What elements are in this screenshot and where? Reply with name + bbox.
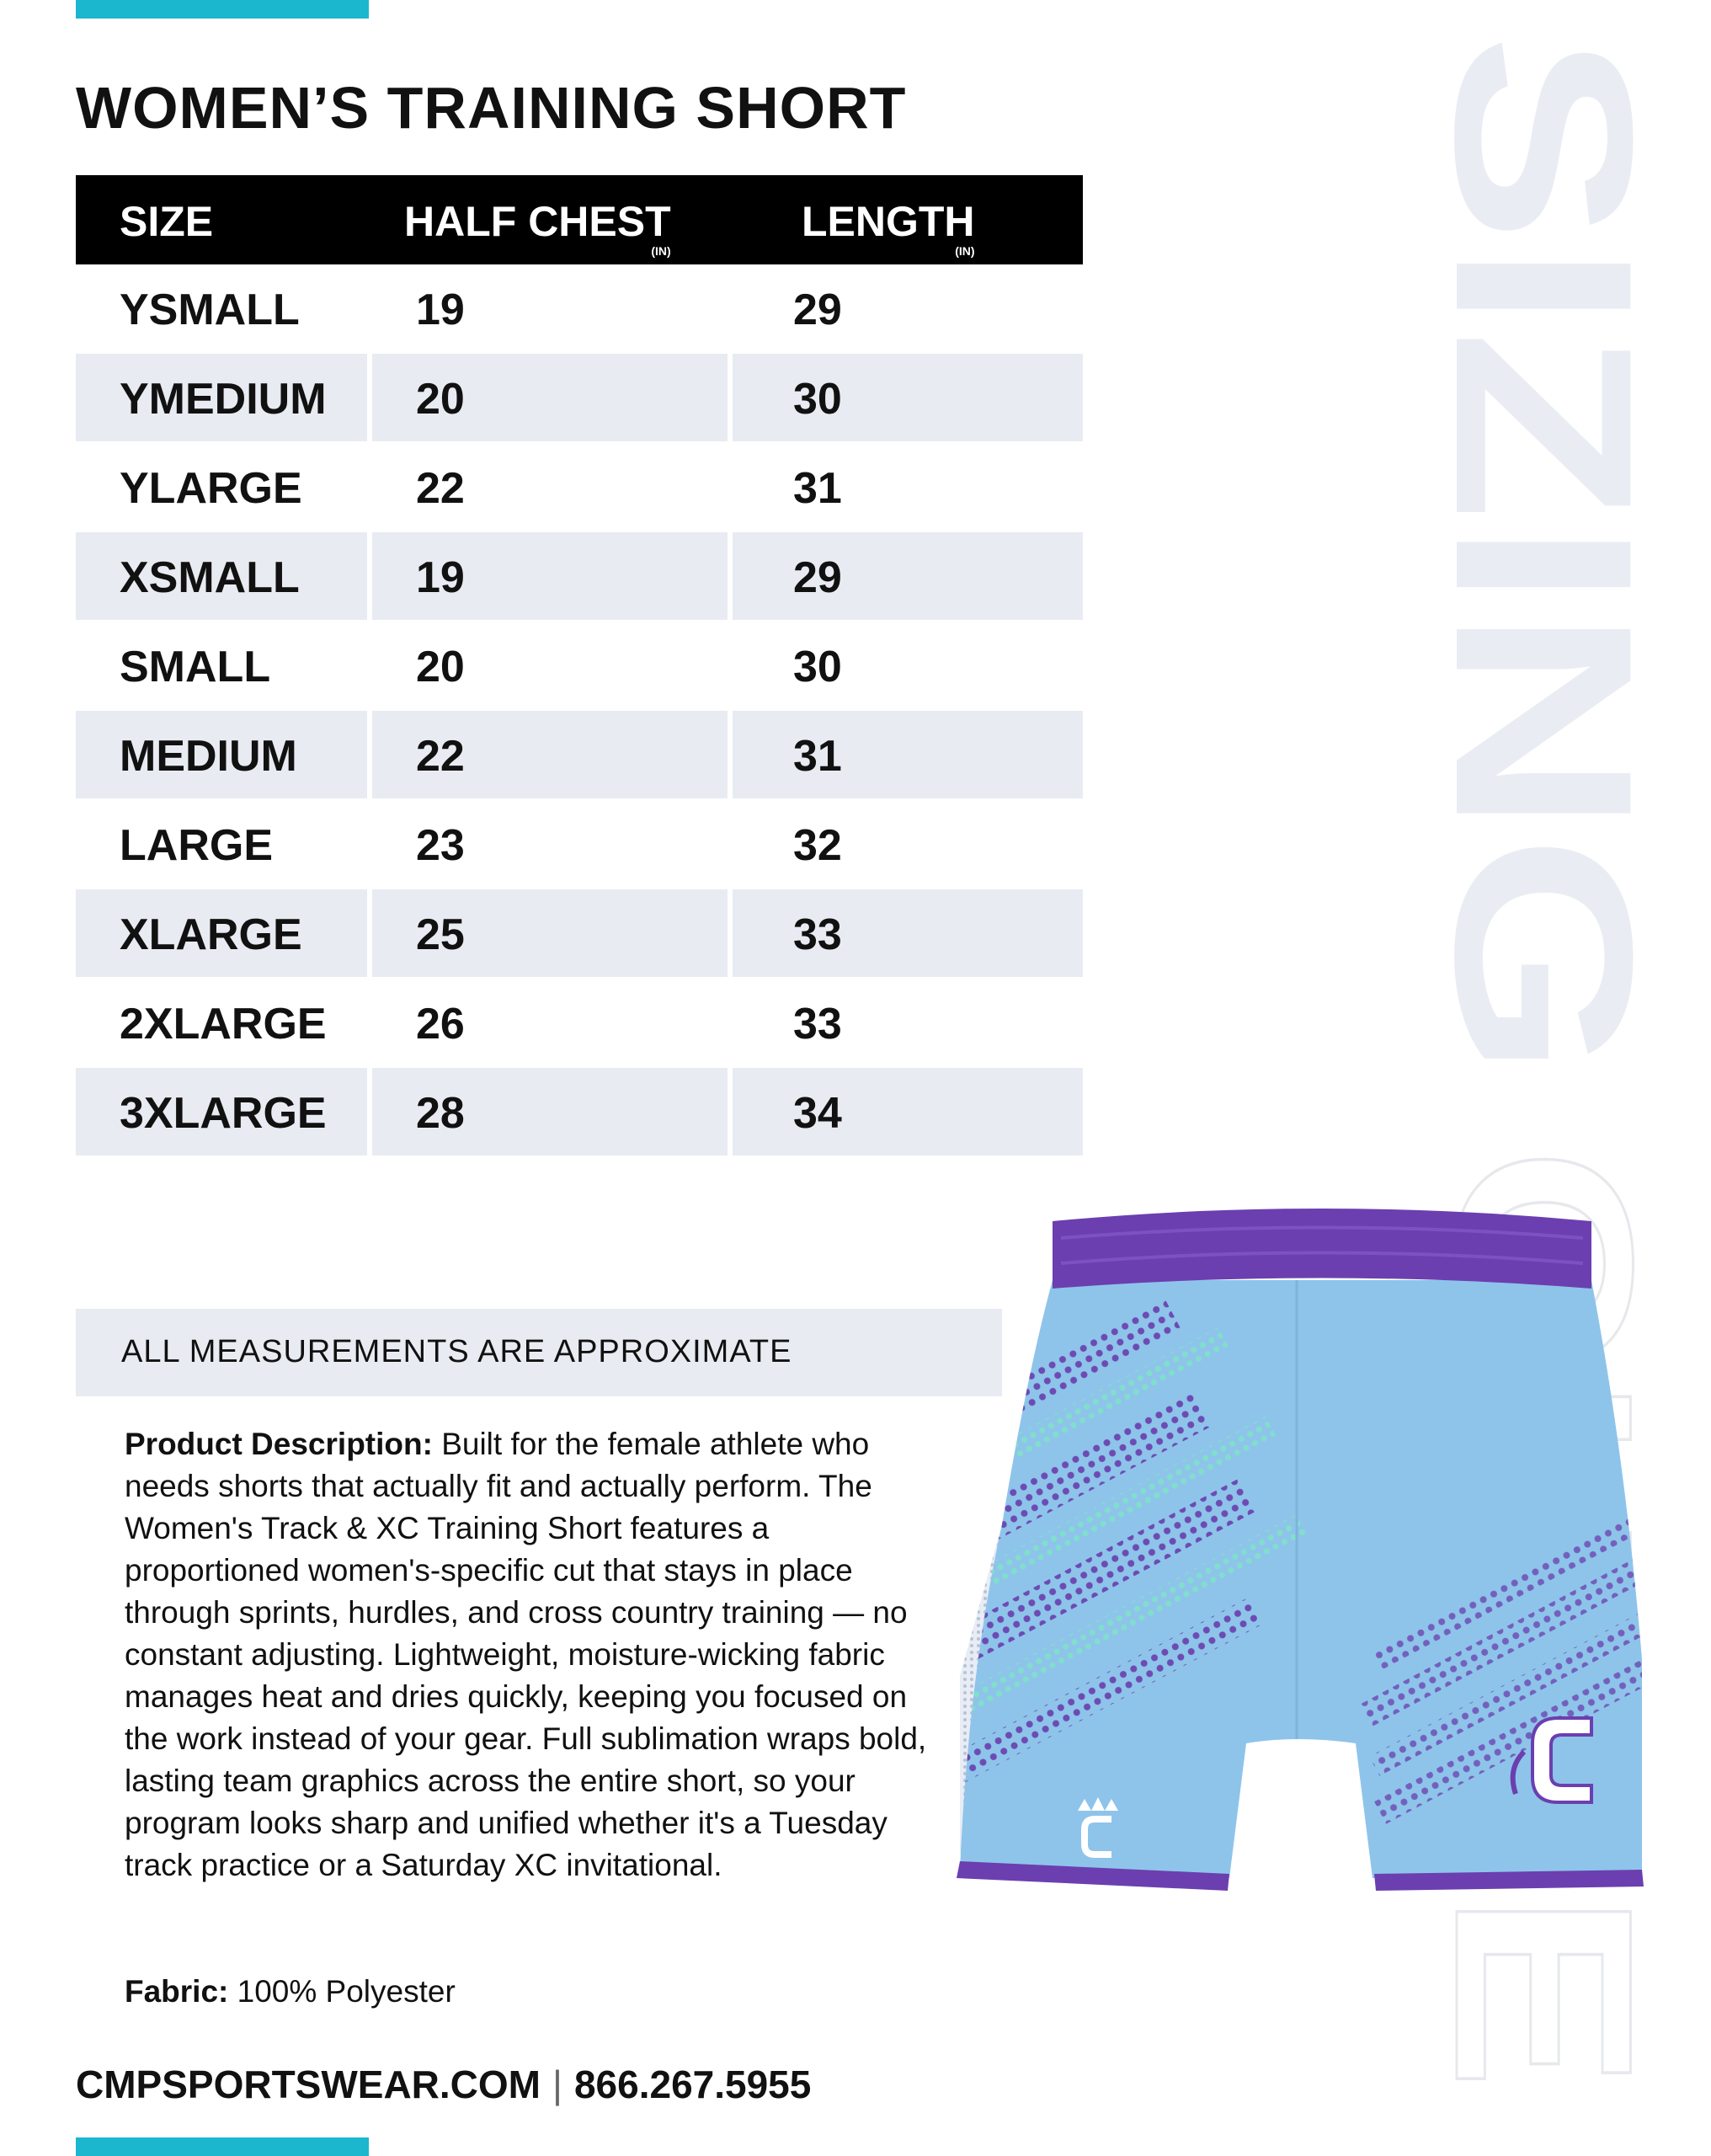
- cell-size: [76, 622, 367, 709]
- cell-half-chest: [372, 622, 728, 709]
- product-description: [125, 1423, 933, 1886]
- fabric-label: Fabric:: [125, 1974, 229, 2009]
- cell-size: [76, 800, 367, 888]
- cell-half-chest: [372, 979, 728, 1066]
- cell-half-chest-text: 19: [416, 286, 465, 334]
- cell-length: [733, 622, 1083, 709]
- description-label: Product Description:: [125, 1427, 433, 1461]
- header-half-chest: HALF CHEST (IN): [404, 198, 671, 258]
- cell-half-chest-text: 22: [416, 464, 465, 513]
- cell-length-text: 31: [793, 732, 842, 781]
- table-row: [76, 1068, 1083, 1157]
- sizing-vertical-text: [1403, 34, 1686, 1129]
- table-row: [76, 979, 1083, 1068]
- cell-size: [76, 532, 367, 620]
- cell-half-chest-text: 25: [416, 910, 465, 959]
- cell-size-text: 2XLARGE: [120, 1000, 327, 1049]
- cell-length: [733, 532, 1083, 620]
- table-row: [76, 889, 1083, 979]
- cell-half-chest: [372, 354, 728, 441]
- cell-length-text: 31: [793, 464, 842, 513]
- website-link[interactable]: CMPSPORTSWEAR.COM: [76, 2063, 541, 2106]
- cell-size: [76, 979, 367, 1066]
- cell-half-chest: [372, 800, 728, 888]
- cell-size: [76, 711, 367, 798]
- cell-half-chest-text: 20: [416, 643, 465, 691]
- page-title: WOMEN’S TRAINING SHORT: [76, 75, 907, 141]
- header-length: LENGTH (IN): [802, 198, 975, 258]
- cell-half-chest: [372, 443, 728, 531]
- cell-half-chest: [372, 264, 728, 352]
- cell-size-text: YSMALL: [120, 286, 300, 334]
- cell-half-chest: [372, 711, 728, 798]
- cell-length-text: 30: [793, 643, 842, 691]
- cell-half-chest-text: 20: [416, 375, 465, 424]
- table-header: [76, 175, 1083, 264]
- table-row: [76, 711, 1083, 800]
- cell-half-chest-text: 19: [416, 553, 465, 602]
- product-image-shorts: [901, 1204, 1692, 1945]
- cell-length-text: 32: [793, 821, 842, 870]
- cell-length-text: 33: [793, 1000, 842, 1049]
- cell-size-text: XLARGE: [120, 910, 302, 959]
- top-accent-bar: [76, 0, 369, 19]
- cell-half-chest-text: 28: [416, 1089, 465, 1138]
- cell-half-chest: [372, 889, 728, 977]
- svg-text:SIZING: SIZING: [1403, 34, 1686, 877]
- cell-length: [733, 979, 1083, 1066]
- cell-size-text: XSMALL: [120, 553, 300, 602]
- cell-half-chest-text: 26: [416, 1000, 465, 1049]
- cell-size-text: YLARGE: [120, 464, 302, 513]
- cell-length: [733, 800, 1083, 888]
- fabric-value: 100% Polyester: [228, 1974, 456, 2009]
- cell-length-text: 34: [793, 1089, 842, 1138]
- phone-number[interactable]: 866.267.5955: [573, 2063, 812, 2106]
- cell-size-text: SMALL: [120, 643, 271, 691]
- footer-contact: [76, 2062, 811, 2107]
- footer-separator: |: [552, 2063, 562, 2106]
- cell-length-text: 30: [793, 375, 842, 424]
- waistband: [1053, 1209, 1591, 1289]
- bottom-accent-bar: [76, 2137, 369, 2156]
- cell-size-text: LARGE: [120, 821, 273, 870]
- cell-size: [76, 264, 367, 352]
- cell-size: [76, 889, 367, 977]
- description-text: Built for the female athlete who needs shorts that actually fit and actually perform. The Women's Track & XC Training Short features a proportioned women's-specific cut that stays in place through sprints, hurdles, and cross country training — no constant adjusting. Lightweight, moisture-wicking fabric manages heat and dries quickly, keeping you focused on the work instead of your gear. Full sublimation wraps bold, lasting team graphics across the entire short, so your program looks sharp and unified whether it's a Tuesday track practice or a Saturday XC invitational.: [125, 1427, 927, 1882]
- cell-length: [733, 889, 1083, 977]
- cell-size-text: MEDIUM: [120, 732, 297, 781]
- cell-length-text: 29: [793, 286, 842, 334]
- header-size: SIZE: [120, 198, 214, 245]
- table-row: [76, 622, 1083, 711]
- measurement-note: [76, 1309, 1002, 1396]
- cell-length-text: 33: [793, 910, 842, 959]
- cell-half-chest: [372, 532, 728, 620]
- table-row: [76, 354, 1083, 443]
- table-row: [76, 532, 1083, 622]
- fabric-info: [125, 1974, 456, 2009]
- cell-length: [733, 443, 1083, 531]
- cell-half-chest-text: 23: [416, 821, 465, 870]
- cell-length-text: 29: [793, 553, 842, 602]
- cell-size-text: 3XLARGE: [120, 1089, 327, 1138]
- cell-length: [733, 711, 1083, 798]
- cell-size: [76, 1068, 367, 1155]
- cell-half-chest: [372, 1068, 728, 1155]
- size-chart-table: [76, 175, 1083, 1157]
- table-row: [76, 264, 1083, 354]
- measurement-note-text: ALL MEASUREMENTS ARE APPROXIMATE: [121, 1334, 792, 1369]
- cell-length: [733, 1068, 1083, 1155]
- cell-length: [733, 354, 1083, 441]
- cell-size-text: YMEDIUM: [120, 375, 327, 424]
- table-row: [76, 800, 1083, 889]
- cell-size: [76, 443, 367, 531]
- cell-half-chest-text: 22: [416, 732, 465, 781]
- cell-length: [733, 264, 1083, 352]
- table-body: [76, 264, 1083, 1157]
- table-row: [76, 443, 1083, 532]
- cell-size: [76, 354, 367, 441]
